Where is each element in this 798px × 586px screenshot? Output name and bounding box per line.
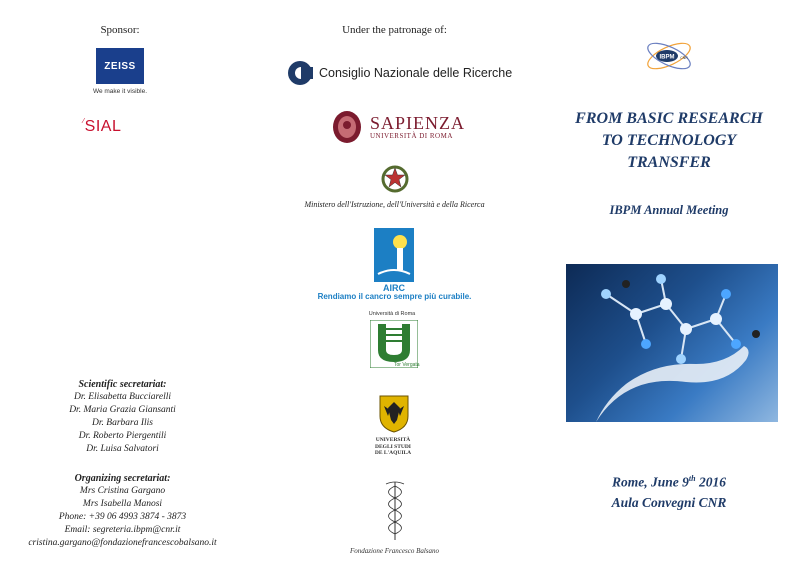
airc-tagline: Rendiamo il cancro sempre più curabile. [317,292,472,301]
event-date [540,469,798,493]
aquila-name [362,437,424,457]
torvergata-logo-icon [370,320,418,368]
event-date-main: Rome, June 9 [612,474,689,490]
torvergata-label: Università di Roma [368,311,416,317]
middle-panel [262,0,527,586]
event-title-line: TRANSFER [627,154,711,171]
event-subtitle: IBPM Annual Meeting [609,203,729,217]
airc-logo [374,228,414,282]
event-title-line: TO TECHNOLOGY [601,132,737,149]
aquila-eagle-icon [378,392,410,434]
scientific-title: Scientific secretariat: [78,379,167,390]
scientific-member: Dr. Elisabetta Bucciarelli [73,392,171,402]
organizing-phone: Phone: +39 06 4993 3874 - 3873 [58,512,187,522]
cnr-logo [287,60,512,86]
ibpm-logo-text: IBPM [659,54,675,61]
scientific-member: Dr. Luisa Salvatori [86,444,159,454]
patronage-label: Under the patronage of: [342,24,447,36]
torvergata-sub: Tor Vergata [394,362,420,368]
sial-prefix: ⁄ [83,118,85,125]
miur-name: Ministero dell'Istruzione, dell'Università e della Ricerca [304,200,485,209]
cnr-icon [287,60,313,86]
organizing-email: Email: segreteria.ibpm@cnr.it [64,525,181,535]
organizing-member: Mrs Cristina Gargano [79,486,166,496]
molecule-hand-photo [566,264,778,422]
organizing-title: Organizing secretariat: [74,473,171,484]
scientific-member: Dr. Barbara Ilis [92,418,153,428]
balsano-name: Fondazione Francesco Balsano [349,547,440,555]
event-date-venue [540,469,798,513]
aquila-line: DE L'AQUILA [374,450,412,456]
molecule-illustration [566,264,778,422]
event-venue: Aula Convegni CNR [611,494,727,510]
airc-torch-icon [374,228,414,282]
sapienza-name: SAPIENZA [370,113,466,133]
sapienza-seal-icon [332,110,362,144]
left-panel [0,0,245,586]
ibpm-logo-sub: CNR [680,56,688,60]
event-date-year: 2016 [695,474,726,490]
scientific-secretariat [0,378,245,456]
sial-logo [83,118,121,136]
airc-name: AIRC [383,283,405,293]
organizing-secretariat [0,472,245,550]
aquila-line: UNIVERSITÀ [375,437,411,443]
zeiss-logo: ZEISS [96,48,144,84]
scientific-member: Dr. Roberto Piergentili [78,431,167,441]
sponsor-label: Sponsor: [100,24,140,36]
aquila-line: DEGLI STUDI [375,443,411,450]
event-title [540,108,798,174]
ibpm-logo [644,36,694,76]
cnr-name: Consiglio Nazionale delle Ricerche [319,66,513,80]
organizing-member: Mrs Isabella Manosi [82,499,163,509]
event-title-line: FROM BASIC RESEARCH [575,110,763,127]
sapienza-logo [332,110,465,144]
zeiss-tagline: We make it visible. [92,88,148,95]
right-panel [540,0,798,586]
italian-emblem-icon [380,162,410,196]
event-date-sup: th [688,474,696,483]
sapienza-sub: UNIVERSITÀ DI ROMA [370,132,453,140]
balsano-caduceus-icon [380,478,410,542]
scientific-member: Dr. Maria Grazia Giansanti [69,405,176,415]
sial-name: SIAL [84,118,122,135]
organizing-email-2: cristina.gargano@fondazionefrancescobalsano.it [28,538,217,548]
